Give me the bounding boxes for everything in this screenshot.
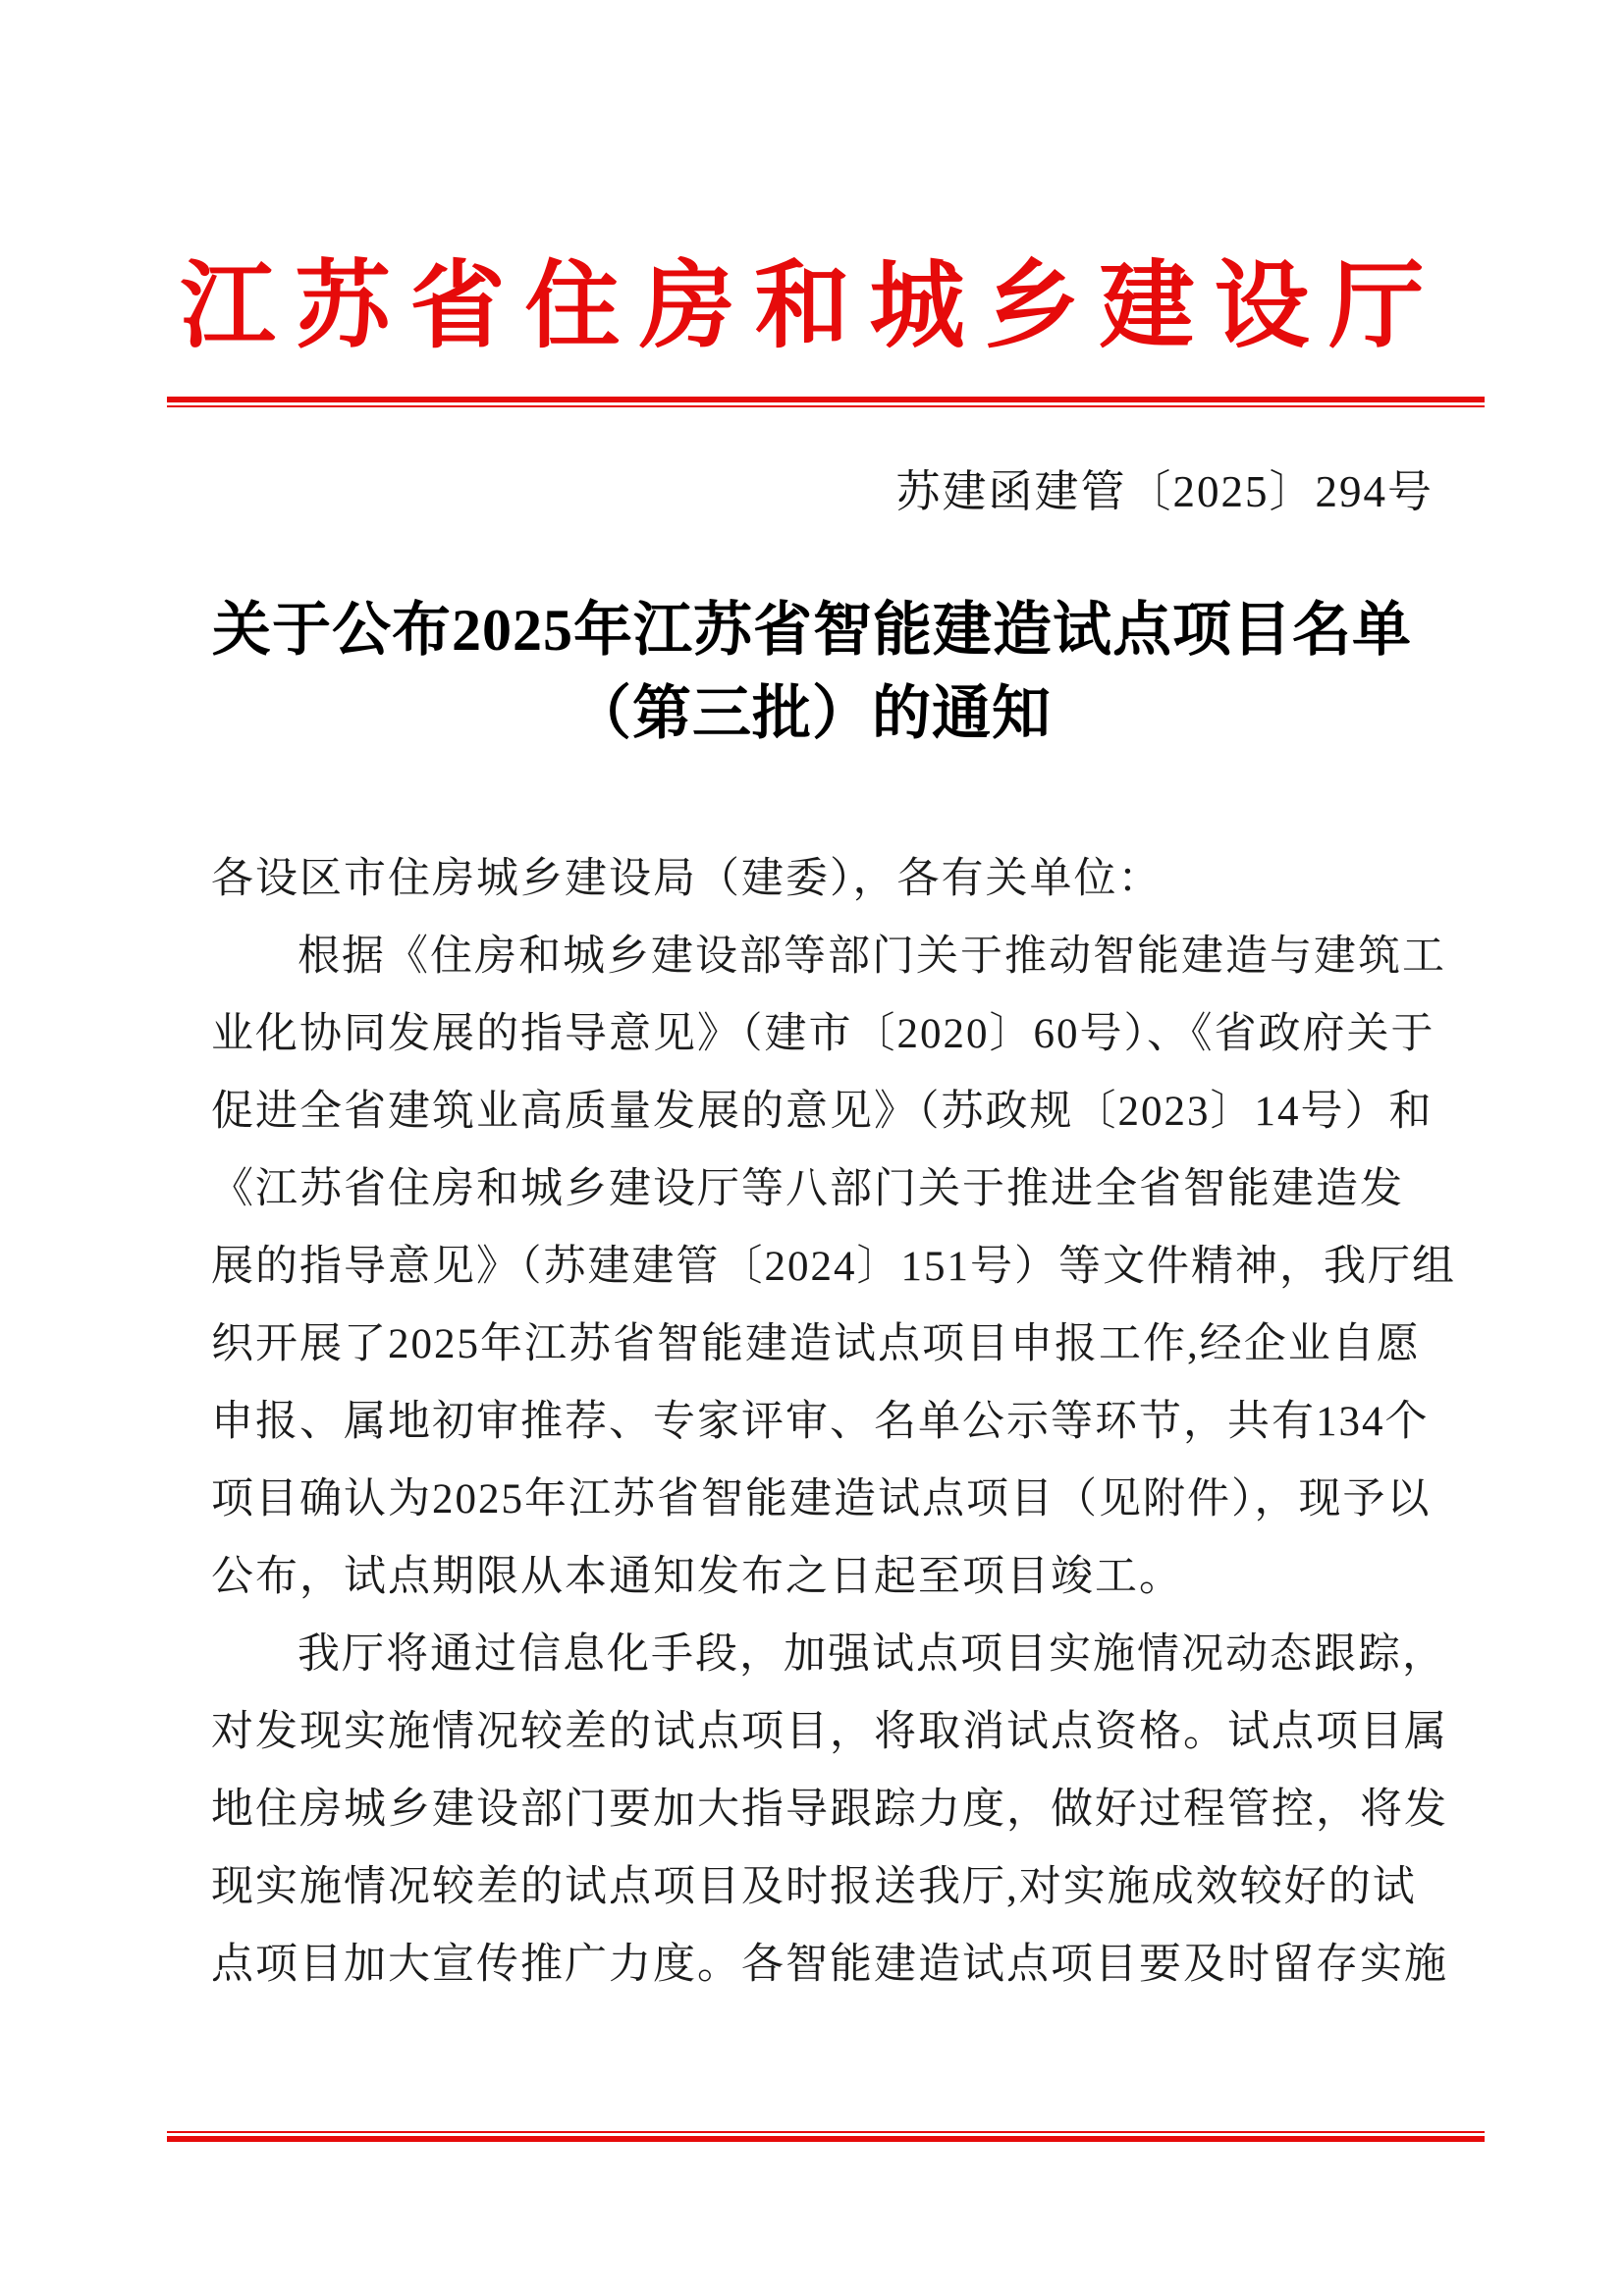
body-line: 公布，试点期限从本通知发布之日起至项目竣工。 (211, 1554, 1183, 1600)
body-line: 各设区市住房城乡建设局（建委），各有关单位： (211, 856, 1163, 902)
notice-body (211, 840, 1488, 2003)
body-line: 现实施情况较差的试点项目及时报送我厅,对实施成效较好的试 (211, 1864, 1417, 1910)
body-line: 促进全省建筑业高质量发展的意见》（苏政规〔2023〕14号）和 (211, 1089, 1434, 1135)
body-line: 《江苏省住房和城乡建设厅等八部门关于推进全省智能建造发 (211, 1166, 1404, 1212)
body-line: 我厅将通过信息化手段，加强试点项目实施情况动态跟踪， (298, 1631, 1446, 1678)
notice-title (0, 589, 1624, 756)
notice-title-line-1: 关于公布2025年江苏省智能建造试点项目名单 (212, 598, 1412, 663)
body-line: 申报、属地初审推荐、专家评审、名单公示等环节，共有134个 (211, 1399, 1430, 1445)
notice-title-line-2: （第三批）的通知 (572, 681, 1052, 746)
footer-red-rule (167, 2131, 1485, 2142)
body-line: 地住房城乡建设部门要加大指导跟踪力度，做好过程管控，将发 (211, 1787, 1448, 1833)
header-red-rule (167, 397, 1485, 407)
body-line: 根据《住房和城乡建设部等部门关于推动智能建造与建筑工 (298, 934, 1446, 980)
masthead-org-name: 江苏省住房和城乡建设厅 (180, 254, 1444, 359)
header-red-rule-thin-bar (167, 405, 1485, 407)
body-line: 织开展了2025年江苏省智能建造试点项目申报工作,经企业自愿 (211, 1321, 1421, 1367)
footer-red-rule-thick-bar (167, 2136, 1485, 2142)
body-line: 业化协同发展的指导意见》（建市〔2020〕60号）、《省政府关于 (211, 1011, 1435, 1057)
body-line: 项目确认为2025年江苏省智能建造试点项目（见附件），现予以 (211, 1476, 1432, 1522)
body-line: 点项目加大宣传推广力度。各智能建造试点项目要及时留存实施 (211, 1942, 1448, 1988)
body-line: 对发现实施情况较差的试点项目，将取消试点资格。试点项目属 (211, 1709, 1448, 1755)
document-reference-number: 苏建函建管〔2025〕294号 (895, 467, 1434, 516)
body-line: 展的指导意见》（苏建建管〔2024〕151号）等文件精神，我厅组 (211, 1244, 1456, 1290)
